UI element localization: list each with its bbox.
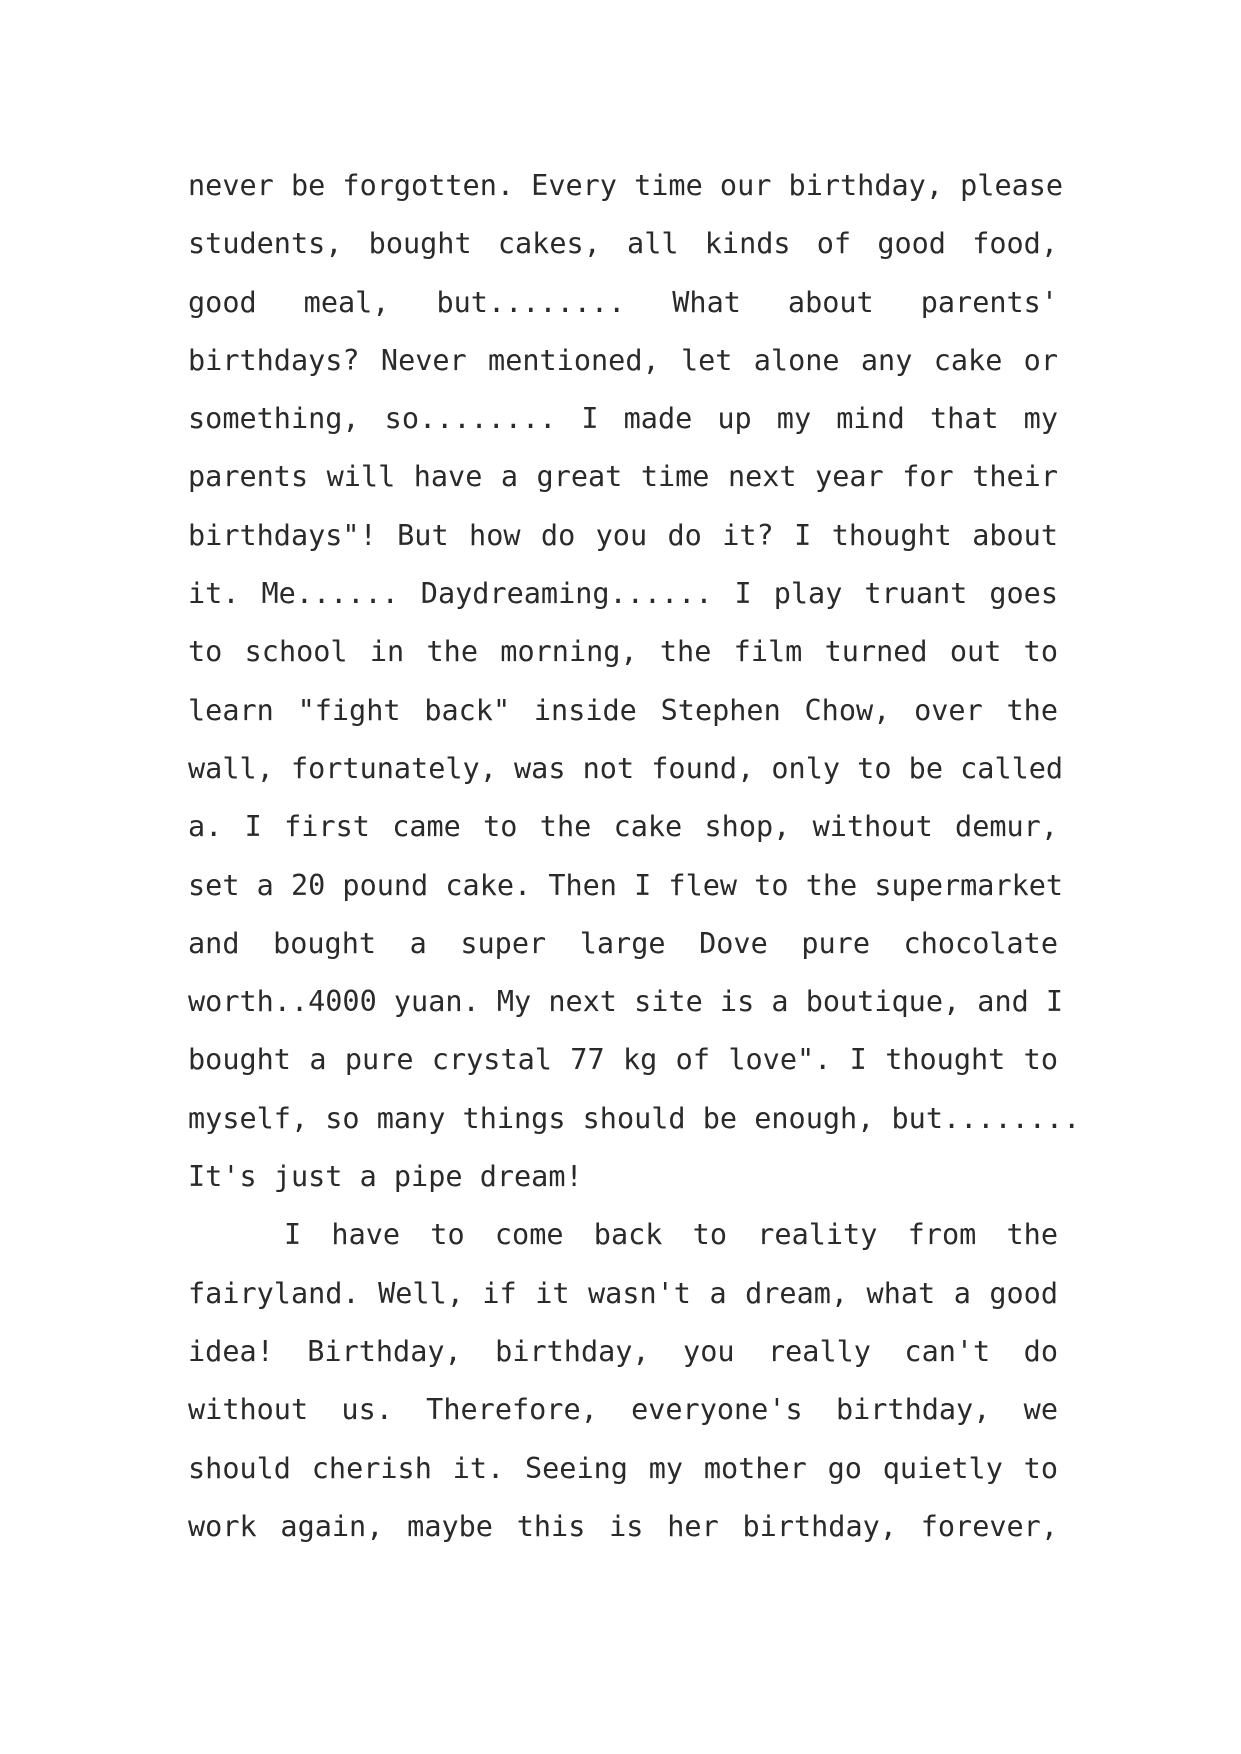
text-line: idea! Birthday, birthday, you really can't do bbox=[188, 1334, 1058, 1368]
text-line: it. Me...... Daydreaming...... I play truant goes bbox=[188, 577, 1058, 611]
text-line: worth..4000 yuan. My next site is a boutique, and I bbox=[188, 985, 1064, 1019]
text-line: myself, so many things should be enough, but........ bbox=[188, 1101, 1081, 1135]
body-text bbox=[188, 157, 1081, 1556]
text-line: without us. Therefore, everyone's birthday, we bbox=[188, 1393, 1058, 1427]
text-line: good meal, but........ What about parents' bbox=[188, 285, 1058, 319]
text-line: something, so........ I made up my mind that my bbox=[188, 402, 1058, 436]
text-line: work again, maybe this is her birthday, forever, bbox=[188, 1509, 1058, 1543]
text-line: never be forgotten. Every time our birthday, please bbox=[188, 169, 1064, 202]
text-line-indented: I have to come back to reality from the bbox=[284, 1218, 1058, 1252]
text-line: set a 20 pound cake. Then I flew to the supermarket bbox=[188, 868, 1064, 902]
text-line: birthdays? Never mentioned, let alone any cake or bbox=[188, 343, 1058, 377]
text-line: parents will have a great time next year for their bbox=[188, 460, 1058, 494]
text-line: wall, fortunately, was not found, only to be called bbox=[188, 751, 1064, 785]
text-line: bought a pure crystal 77 kg of love". I thought to bbox=[188, 1043, 1058, 1077]
text-line: fairyland. Well, if it wasn't a dream, what a good bbox=[188, 1276, 1058, 1310]
text-line: should cherish it. Seeing my mother go quietly to bbox=[188, 1451, 1058, 1485]
text-line: birthdays"! But how do you do it? I thought about bbox=[188, 518, 1058, 552]
text-line: and bought a super large Dove pure chocolate bbox=[188, 926, 1058, 960]
text-line: to school in the morning, the film turned out to bbox=[188, 635, 1058, 669]
text-line: It's just a pipe dream! bbox=[188, 1160, 583, 1194]
text-line: students, bought cakes, all kinds of good food, bbox=[188, 227, 1058, 261]
text-line: a. I first came to the cake shop, without demur, bbox=[188, 810, 1058, 844]
text-line: learn "fight back" inside Stephen Chow, over the bbox=[188, 693, 1058, 727]
